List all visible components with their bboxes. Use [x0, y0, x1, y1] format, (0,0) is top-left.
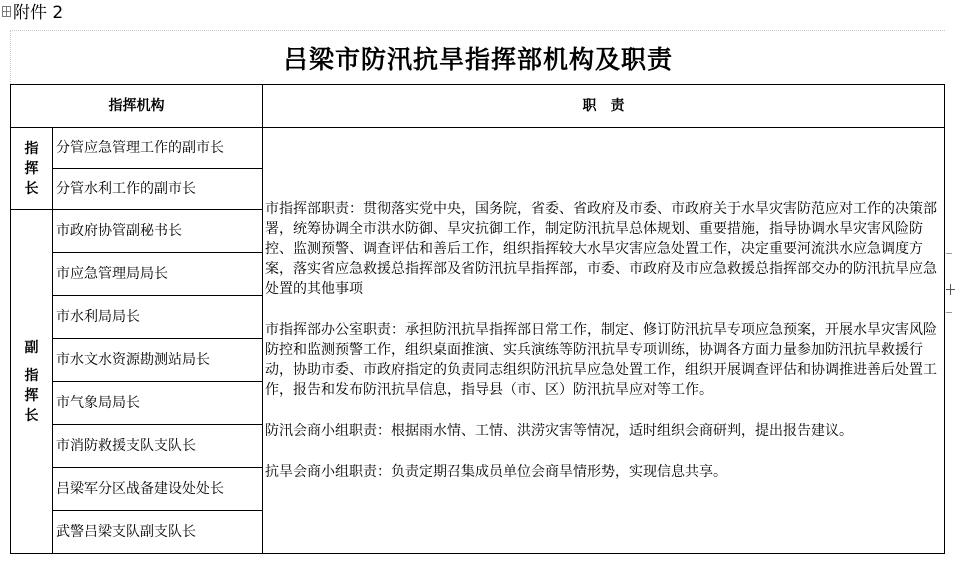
group-label-deputy-commander — [11, 210, 53, 554]
margin-marker — [946, 253, 952, 254]
member-cell: 市气象局局长 — [53, 382, 263, 425]
group-label-char: 长 — [24, 180, 39, 197]
group-label-char: 指 — [24, 367, 39, 384]
duty-paragraph: 防汛会商小组职责：根据雨水情、工情、洪涝灾害等情况，适时组织会商研判，提出报告建议。 — [265, 423, 853, 439]
attachment-label — [0, 0, 90, 28]
responsibility-table — [10, 84, 945, 554]
duties-cell — [263, 128, 945, 554]
margin-marker — [946, 312, 952, 313]
duty-paragraph: 市指挥部职责：贯彻落实党中央，国务院，省委、省政府及市委、市政府关于水旱灾害防范应对工作的决策部署，统筹协调全市洪水防御、旱灾抗御工作，制定防汛抗旱总体规划、重要措施，指导协调水旱灾害风险防控、监测预警、调查评估和善后工作，组织指挥较大水旱灾害应急处置工作，决定重要河流洪水应急调度方案，落实省应急救援总指挥部及省防汛抗旱指挥部，市委、市政府及市应急救援总指挥部交办的防汛抗旱应急处置的其他事项 — [265, 201, 937, 297]
document-sheet — [10, 30, 945, 556]
attachment-text: 附件 2 — [13, 3, 64, 23]
member-cell: 市政府协管副秘书长 — [53, 210, 263, 253]
member-cell: 分管水利工作的副市长 — [53, 169, 263, 210]
duty-paragraph: 抗旱会商小组职责：负责定期召集成员单位会商旱情形势，实现信息共享。 — [265, 464, 727, 480]
header-duties: 职 责 — [263, 85, 945, 128]
group-label-char: 挥 — [24, 160, 39, 177]
member-cell: 分管应急管理工作的副市长 — [53, 128, 263, 169]
member-cell: 市消防救援支队支队长 — [53, 425, 263, 468]
header-command-structure: 指挥机构 — [11, 85, 263, 128]
group-label-char: 长 — [24, 407, 39, 424]
group-label-char: 指 — [24, 140, 39, 157]
member-cell: 武警吕梁支队副支队长 — [53, 511, 263, 554]
member-cell: 市应急管理局局长 — [53, 253, 263, 296]
group-label-char: 挥 — [24, 387, 39, 404]
table-move-handle-icon[interactable] — [2, 6, 11, 17]
duty-paragraph: 市指挥部办公室职责：承担防汛抗旱指挥部日常工作，制定、修订防汛抗旱专项应急预案，开展水旱灾害风险防控和监测预警工作，组织桌面推演、实兵演练等防汛抗旱专项训练，协调各方面力量参加防汛抗旱救援行动，协助市委、市政府指定的负责同志组织防汛抗旱应急处置工作，组织开展调查评估和协调推进善后处置工作，报告和发布防汛抗旱信息，指导县（市、区）防汛抗旱应对等工作。 — [265, 322, 937, 398]
member-cell: 市水利局局长 — [53, 296, 263, 339]
document-title: 吕梁市防汛抗旱指挥部机构及职责 — [10, 30, 945, 84]
group-label-char: 副 — [24, 339, 39, 356]
member-cell: 吕梁军分区战备建设处处长 — [53, 468, 263, 511]
member-cell: 市水文水资源勘测站局长 — [53, 339, 263, 382]
add-column-icon[interactable] — [946, 284, 956, 298]
group-label-commander — [11, 128, 53, 210]
